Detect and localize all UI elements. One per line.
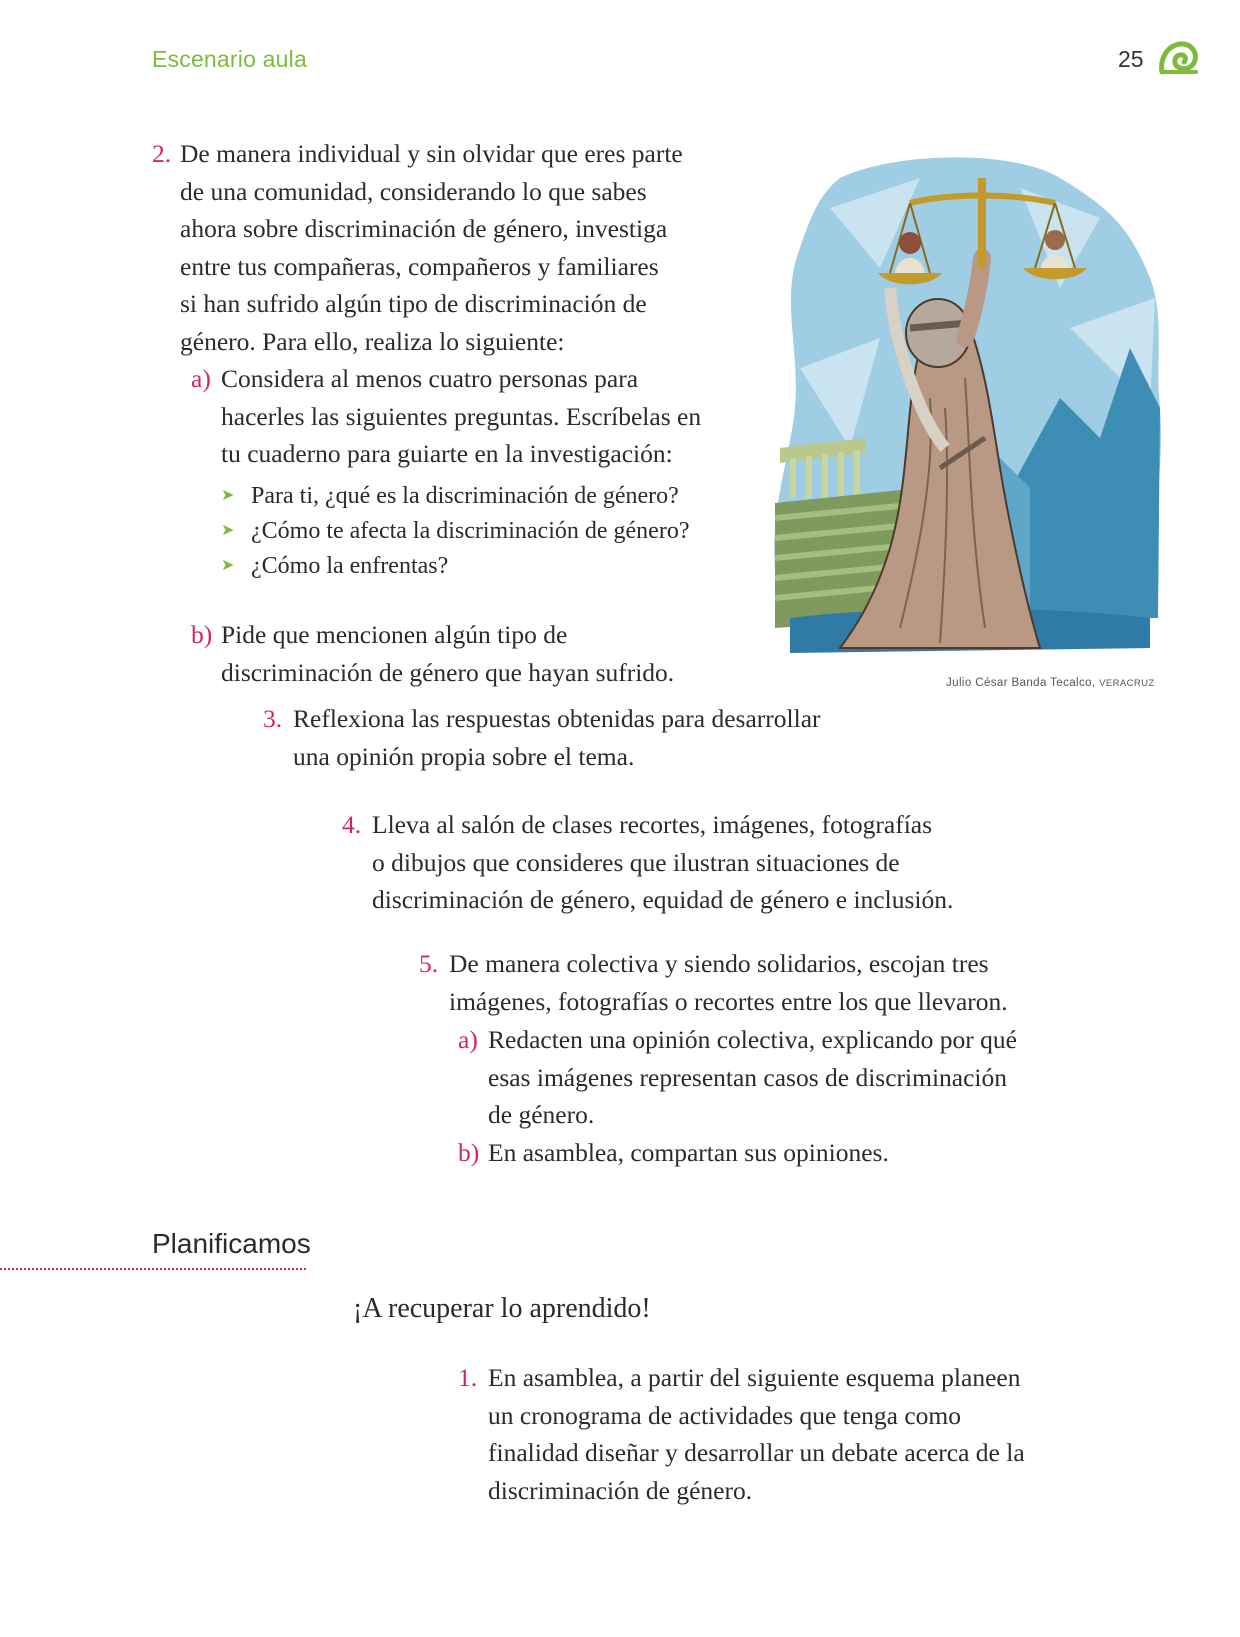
item-4-line: Lleva al salón de clases recortes, imágenes, fotografías (372, 810, 933, 839)
question-list (221, 478, 689, 583)
planning-item-1 (458, 1359, 1025, 1509)
planning-item-1-line: En asamblea, a partir del siguiente esquema planeen (488, 1363, 1021, 1392)
planning-item-1-line: un cronograma de actividades que tenga como (488, 1400, 961, 1430)
arrow-bullet-icon: ➤ (221, 485, 235, 504)
item-5b (458, 1134, 889, 1172)
item-5-line: De manera colectiva y siendo solidarios, escojan tres (449, 949, 989, 978)
item-2-line: entre tus compañeras, compañeros y familiares (180, 251, 659, 281)
arrow-bullet-icon: ➤ (221, 520, 235, 539)
item-2-line: de una comunidad, considerando lo que sabes (180, 176, 647, 206)
section-header: Escenario aula (152, 46, 307, 72)
item-3-number: 3. (263, 704, 283, 733)
question-item: ➤ ¿Cómo te afecta la discriminación de género? (221, 513, 689, 548)
item-2a-line: hacerles las siguientes preguntas. Escríbelas en (221, 401, 702, 431)
item-5b-letter: b) (458, 1138, 480, 1167)
snail-spiral-icon (1158, 38, 1200, 80)
item-5a-line: esas imágenes representan casos de discriminación (488, 1062, 1008, 1092)
item-2b-letter: b) (191, 620, 213, 649)
item-3 (263, 700, 821, 775)
question-item: ➤ ¿Cómo la enfrentas? (221, 548, 689, 583)
item-5a-line: de género. (488, 1100, 595, 1129)
item-5 (419, 945, 1008, 1020)
question-item: ➤ Para ti, ¿qué es la discriminación de género? (221, 478, 689, 513)
item-2 (152, 135, 683, 360)
item-4-line: discriminación de género, equidad de género e inclusión. (372, 885, 954, 914)
lady-justice-illustration (770, 148, 1170, 668)
item-2b (191, 616, 674, 691)
item-2a-letter: a) (191, 364, 211, 393)
item-2-line: ahora sobre discriminación de género, investiga (180, 214, 668, 243)
illustration-credit: Julio César Banda Tecalco, VERACRUZ (946, 677, 1155, 689)
planning-item-1-line: discriminación de género. (488, 1475, 753, 1505)
item-5a-letter: a) (458, 1025, 478, 1054)
item-2-line: De manera individual y sin olvidar que eres parte (180, 139, 683, 168)
item-5a (458, 1021, 1017, 1134)
item-4 (342, 806, 953, 919)
item-2-line: género. Para ello, realiza lo siguiente: (180, 326, 565, 356)
section-subtitle: ¡A recuperar lo aprendido! (353, 1293, 651, 1324)
planning-item-1-line: finalidad diseñar y desarrollar un debate acerca de la (488, 1438, 1025, 1467)
item-5-line: imágenes, fotografías o recortes entre los que llevaron. (449, 986, 1008, 1016)
section-title: Planificamos (152, 1228, 311, 1259)
item-5-number: 5. (419, 949, 439, 978)
section-divider (0, 1268, 306, 1270)
item-2a-line: Considera al menos cuatro personas para (221, 364, 639, 393)
planning-item-1-number: 1. (458, 1363, 478, 1392)
item-2a-line: tu cuaderno para guiarte en la investigación: (221, 439, 673, 468)
page-number: 25 (1118, 46, 1144, 72)
item-2a (191, 360, 701, 473)
item-2-line: si han sufrido algún tipo de discriminación de (180, 289, 647, 318)
item-4-number: 4. (342, 810, 362, 839)
item-3-line: una opinión propia sobre el tema. (293, 741, 635, 771)
item-5b-line: En asamblea, compartan sus opiniones. (488, 1138, 889, 1167)
item-5a-line: Redacten una opinión colectiva, explicando por qué (488, 1025, 1017, 1054)
item-2-number: 2. (152, 139, 172, 168)
item-2b-line: Pide que mencionen algún tipo de (221, 620, 568, 649)
arrow-bullet-icon: ➤ (221, 555, 235, 574)
item-2b-line: discriminación de género que hayan sufrido. (221, 657, 675, 687)
item-4-line: o dibujos que consideres que ilustran situaciones de (372, 847, 900, 877)
item-3-line: Reflexiona las respuestas obtenidas para desarrollar (293, 704, 821, 733)
